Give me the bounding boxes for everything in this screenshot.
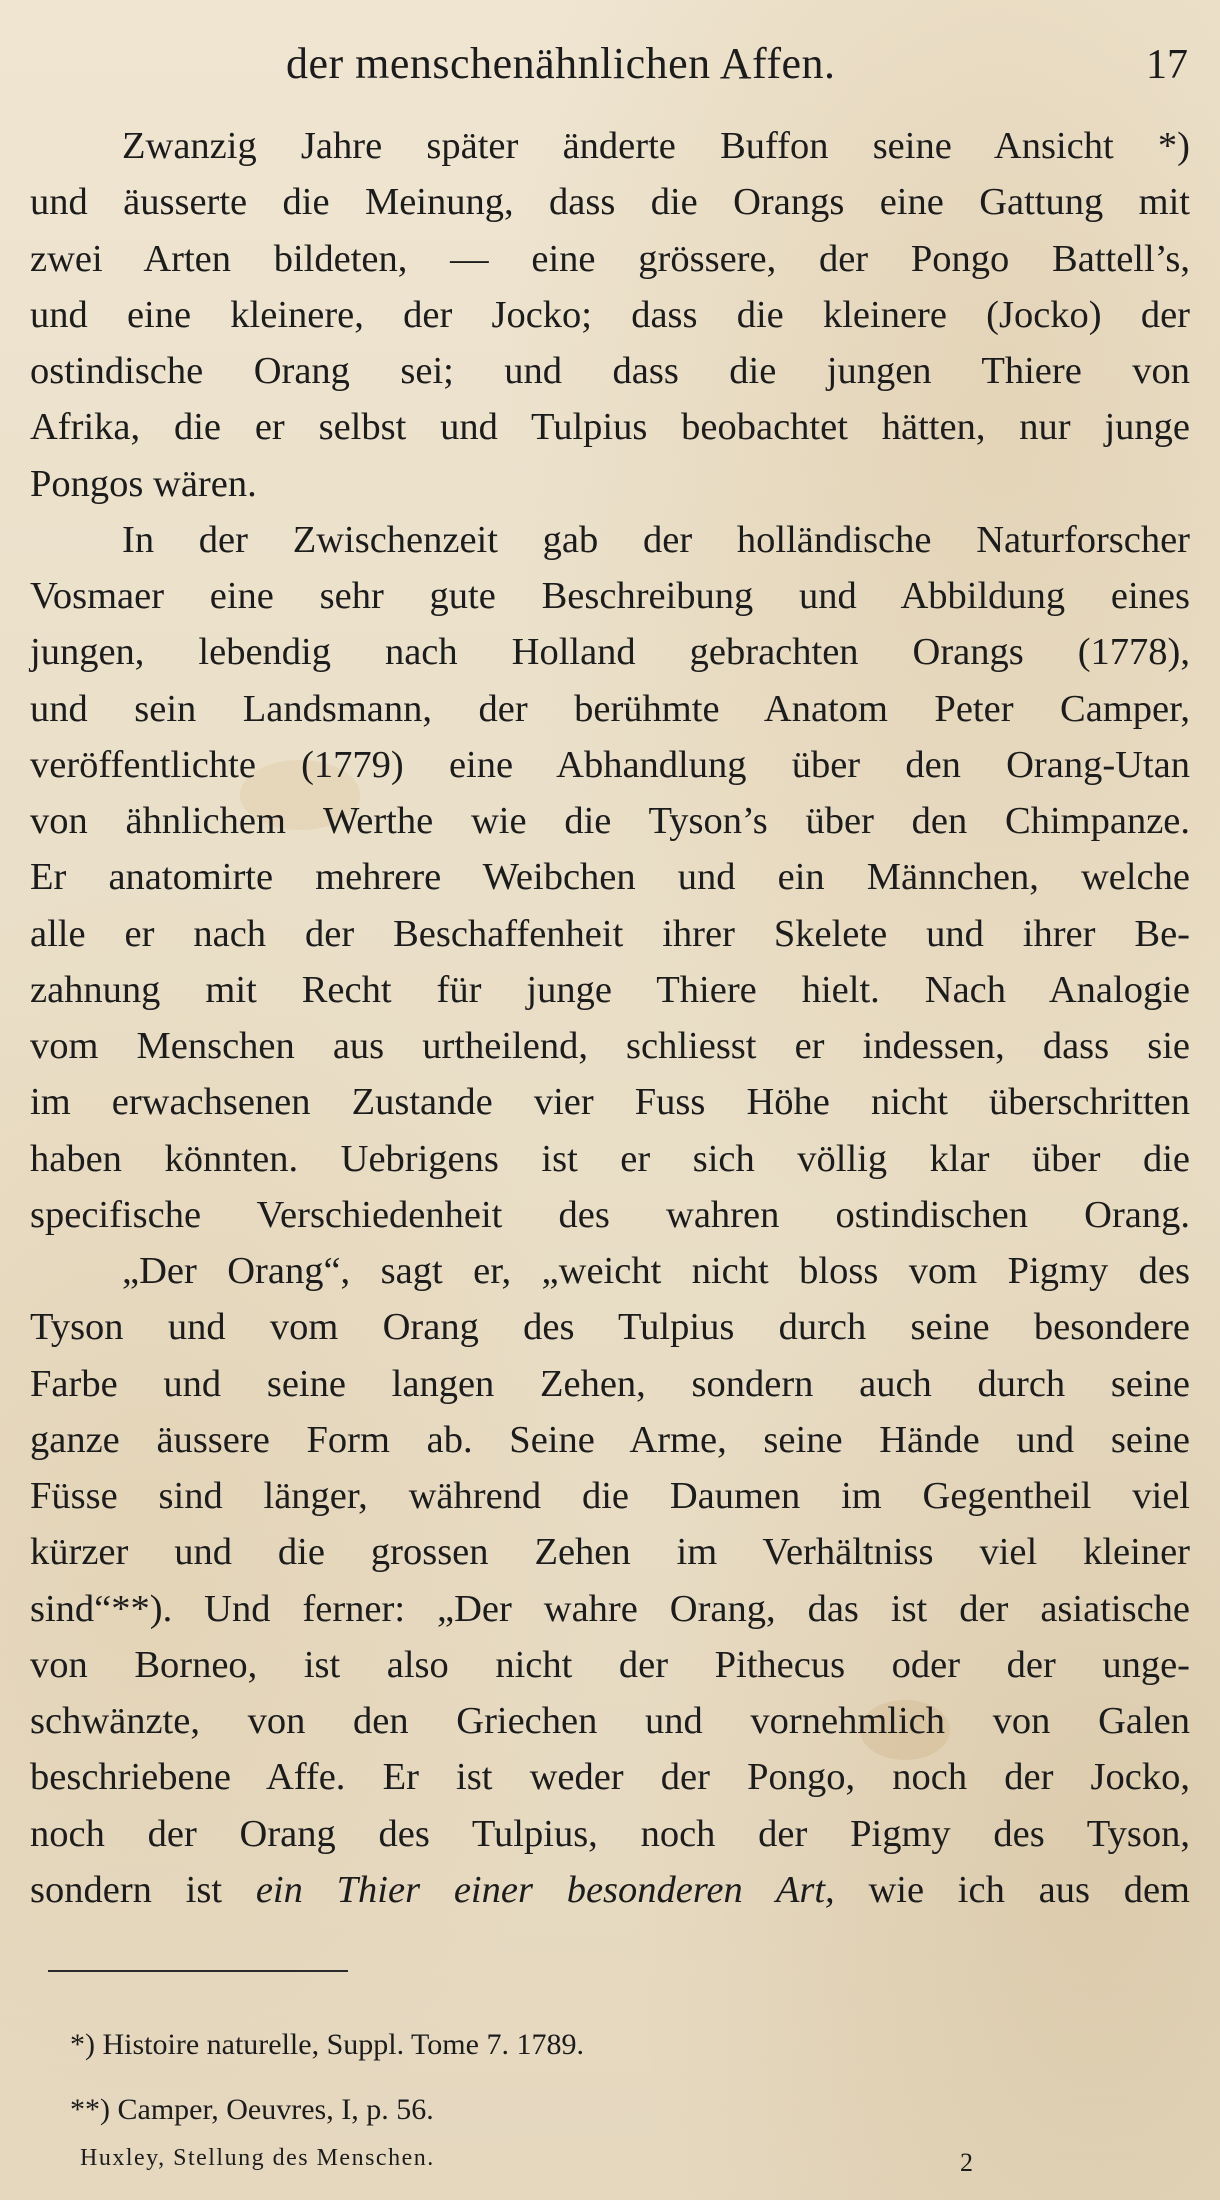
body-text [30,118,1190,1918]
text-line-with-italic [30,1862,1190,1918]
text-line: Pongos wären. [30,462,257,505]
text-line: von ähnlichem Werthe wie die Tyson’s über den Chimpanze. [30,800,1190,842]
text-line: Afrika, die er selbst und Tulpius beobachtet hätten, nur junge [30,406,1190,449]
page-number: 17 [1146,42,1188,88]
italic-phrase: ein Thier einer besonderen Art, [255,1868,835,1911]
text-line: zwei Arten bildeten, — eine grössere, der Pongo Battell’s, [30,237,1190,280]
text-line: veröffentlichte (1779) eine Abhandlung über den Orang-Utan [30,743,1190,786]
text-line: alle er nach der Beschaffenheit ihrer Skelete und ihrer Be- [30,912,1190,955]
text-line: im erwachsenen Zustande vier Fuss Höhe nicht überschritten [30,1081,1190,1124]
running-title: der menschenähnlichen Affen. [286,39,836,88]
text-line: haben könnten. Uebrigens ist er sich völlig klar über die [30,1137,1190,1180]
text-line: und äusserte die Meinung, dass die Orangs eine Gattung mit [30,181,1190,224]
text-line: Füsse sind länger, während die Daumen im Gegentheil viel [30,1475,1190,1517]
text-line: schwänzte, von den Griechen und vornehmlich von Galen [30,1700,1190,1742]
printer-signature: Huxley, Stellung des Menschen. [80,2145,435,2171]
footnote-1: *) Histoire naturelle, Suppl. Tome 7. 1789. [70,2028,584,2061]
text-line: und sein Landsmann, der berühmte Anatom Peter Camper, [30,687,1190,730]
line-prefix: sondern ist [30,1868,256,1911]
signature-mark: 2 [960,2148,973,2177]
text-line: noch der Orang des Tulpius, noch der Pigmy des Tyson, [30,1812,1190,1855]
text-line: Er anatomirte mehrere Weibchen und ein Männchen, welche [30,856,1190,899]
text-line: „Der Orang“, sagt er, „weicht nicht bloss vom Pigmy des [122,1250,1190,1292]
text-line: kürzer und die grossen Zehen im Verhältniss viel kleiner [30,1531,1190,1574]
text-line: specifische Verschiedenheit des wahren ostindischen Orang. [30,1193,1190,1236]
text-line: ganze äussere Form ab. Seine Arme, seine Hände und seine [30,1418,1190,1461]
text-line: und eine kleinere, der Jocko; dass die kleinere (Jocko) der [30,293,1190,336]
text-line: Zwanzig Jahre später änderte Buffon seine Ansicht *) [122,125,1190,167]
line-suffix: wie ich aus dem [834,1868,1190,1911]
text-line: Tyson und vom Orang des Tulpius durch seine besondere [30,1306,1190,1349]
text-line: Vosmaer eine sehr gute Beschreibung und Abbildung eines [30,575,1190,617]
text-line: ostindische Orang sei; und dass die jungen Thiere von [30,350,1190,392]
text-line: zahnung mit Recht für junge Thiere hielt. Nach Analogie [30,968,1190,1011]
text-line: beschriebene Affe. Er ist weder der Pongo, noch der Jocko, [30,1756,1190,1799]
text-line: sind“**). Und ferner: „Der wahre Orang, das ist der asiatische [30,1587,1190,1630]
text-line: jungen, lebendig nach Holland gebrachten Orangs (1778), [30,631,1190,674]
footnote-divider [48,1970,348,1972]
text-line: Farbe und seine langen Zehen, sondern auch durch seine [30,1362,1190,1405]
text-line: In der Zwischenzeit gab der holländische Naturforscher [122,518,1190,561]
text-line: vom Menschen aus urtheilend, schliesst er indessen, dass sie [30,1025,1190,1067]
text-line: von Borneo, ist also nicht der Pithecus oder der unge- [30,1643,1190,1686]
footnote-2: **) Camper, Oeuvres, I, p. 56. [70,2093,434,2126]
